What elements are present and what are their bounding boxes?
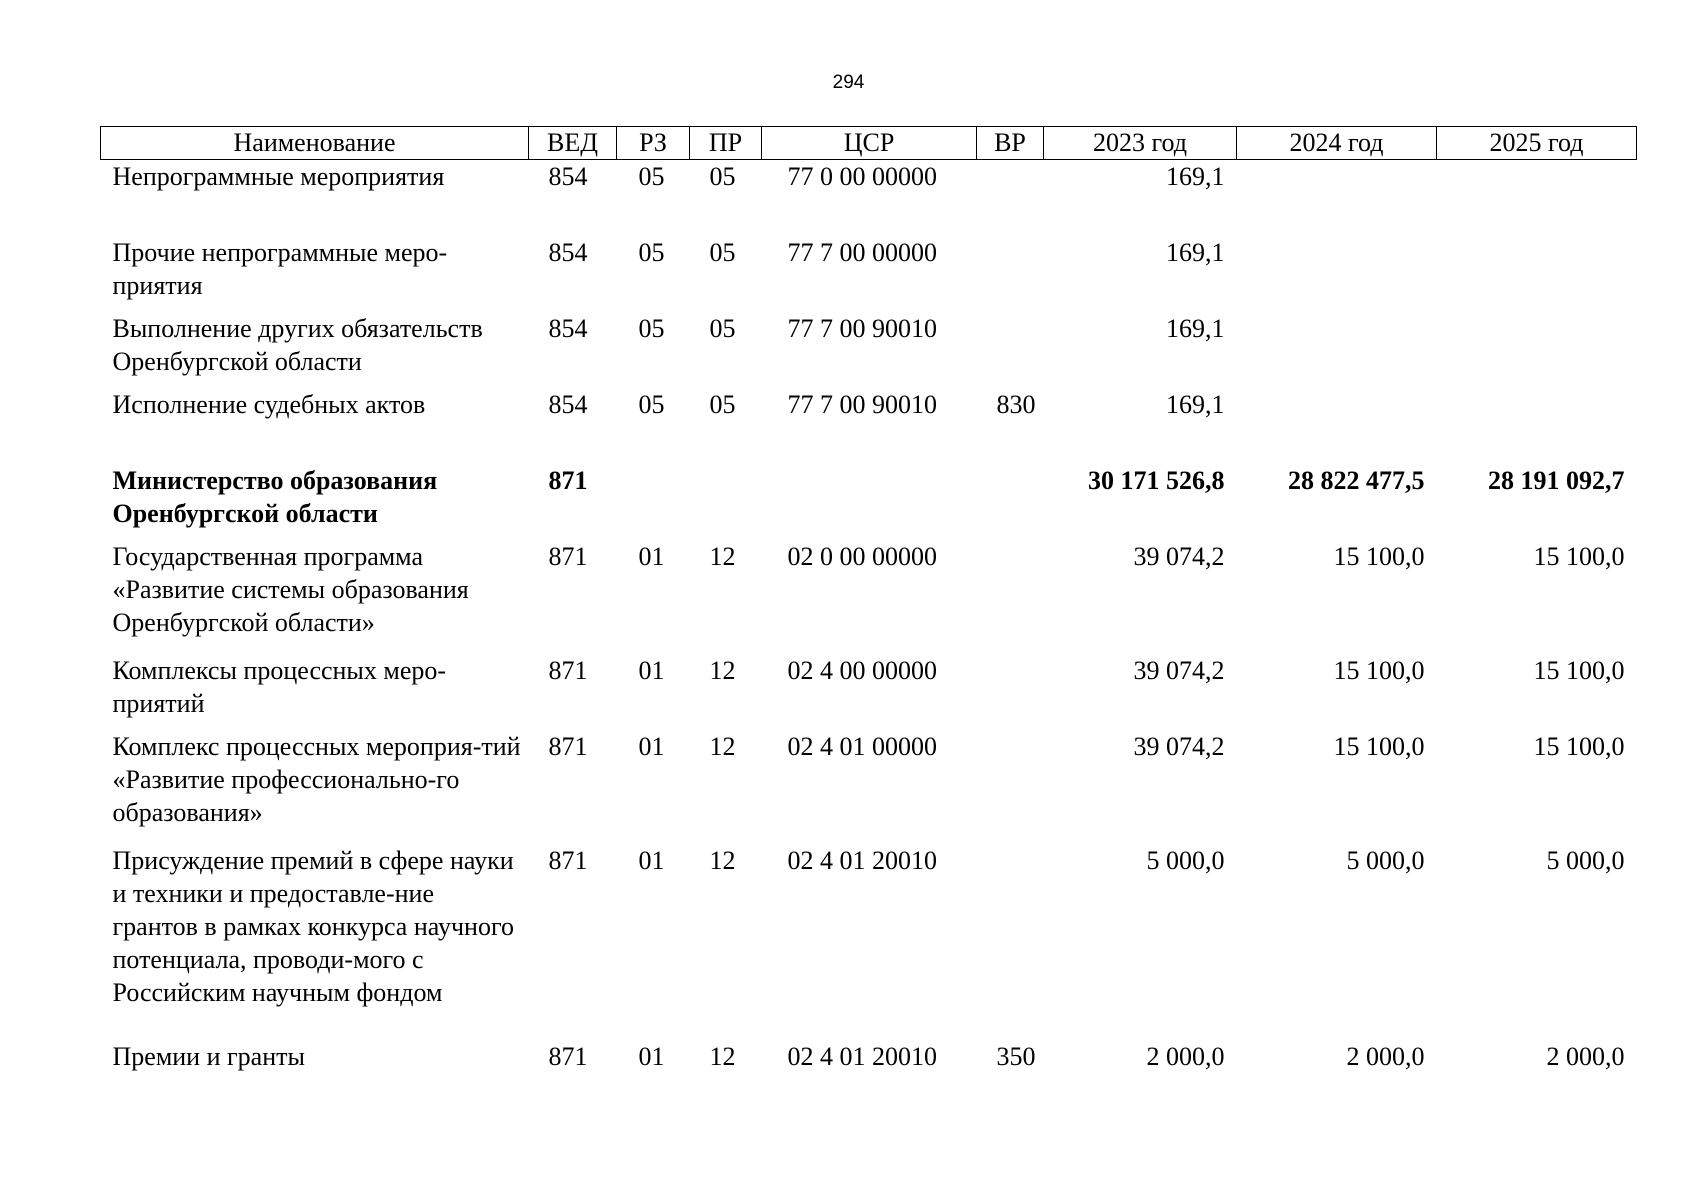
- cell-vr: 830: [996, 390, 1036, 419]
- table-row: [101, 654, 1637, 730]
- cell-csr: 77 7 00 90010: [787, 314, 937, 343]
- cell-2023: 39 074,2: [1133, 542, 1225, 571]
- cell-vr: [977, 540, 1044, 654]
- cell-pr: 12: [709, 846, 736, 875]
- table-row: [101, 312, 1637, 388]
- header-csr: ЦСР: [762, 127, 977, 160]
- table-row: [101, 236, 1637, 312]
- cell-vr: 350: [996, 1042, 1036, 1071]
- cell-ved: 871: [548, 846, 588, 875]
- cell-2023: 30 171 526,8: [1088, 466, 1225, 495]
- header-name: Наименование: [101, 127, 529, 160]
- header-vr: ВР: [977, 127, 1044, 160]
- cell-csr: 02 4 00 00000: [787, 656, 937, 685]
- cell-vr: [977, 654, 1044, 730]
- cell-rz: 01: [638, 1042, 665, 1071]
- cell-csr: 77 0 00 00000: [787, 162, 937, 191]
- cell-pr: 12: [709, 732, 736, 761]
- cell-2023: 169,1: [1166, 390, 1225, 419]
- cell-rz: [617, 464, 690, 540]
- cell-pr: 12: [709, 1042, 736, 1071]
- cell-2025: 28 191 092,7: [1488, 466, 1625, 495]
- cell-pr: 05: [709, 238, 736, 267]
- cell-2023: 2 000,0: [1146, 1042, 1225, 1071]
- header-2023: 2023 год: [1044, 127, 1237, 160]
- header-rz: РЗ: [617, 127, 690, 160]
- table-row: [101, 1040, 1637, 1080]
- cell-name: Министерство образования Оренбургской области: [112, 466, 438, 528]
- cell-vr: [977, 844, 1044, 1040]
- cell-name: Исполнение судебных актов: [112, 390, 426, 419]
- cell-2023: 169,1: [1166, 314, 1225, 343]
- cell-2024: [1237, 312, 1437, 388]
- cell-2025: 5 000,0: [1546, 846, 1625, 875]
- cell-ved: 854: [548, 314, 588, 343]
- cell-2023: 39 074,2: [1133, 732, 1225, 761]
- cell-2025: [1437, 160, 1637, 237]
- cell-ved: 871: [548, 542, 588, 571]
- cell-ved: 871: [548, 466, 588, 495]
- cell-ved: 871: [548, 1042, 588, 1071]
- table-header-row: [101, 127, 1637, 160]
- table-row: [101, 730, 1637, 844]
- cell-2025: [1437, 388, 1637, 464]
- cell-2024: 15 100,0: [1333, 732, 1425, 761]
- cell-vr: [977, 730, 1044, 844]
- cell-csr: 02 4 01 20010: [787, 846, 937, 875]
- cell-ved: 871: [548, 656, 588, 685]
- cell-csr: 02 4 01 00000: [787, 732, 937, 761]
- cell-2024: 2 000,0: [1346, 1042, 1425, 1071]
- cell-rz: 05: [638, 238, 665, 267]
- cell-pr: 05: [709, 314, 736, 343]
- cell-name: Государственная программа «Развитие системы образования Оренбургской области»: [112, 542, 469, 637]
- cell-rz: 05: [638, 314, 665, 343]
- cell-vr: [977, 160, 1044, 237]
- cell-vr: [977, 464, 1044, 540]
- cell-rz: 01: [638, 732, 665, 761]
- cell-2023: 39 074,2: [1133, 656, 1225, 685]
- cell-2024: [1237, 236, 1437, 312]
- cell-vr: [977, 236, 1044, 312]
- cell-name: Присуждение премий в сфере науки и техники и предоставле-ние грантов в рамках конкурса научного потенциала, проводи-мого с Российским научным фондом: [112, 846, 514, 1007]
- cell-2024: 15 100,0: [1333, 656, 1425, 685]
- cell-2025: 15 100,0: [1533, 656, 1625, 685]
- page-number: 294: [832, 72, 865, 93]
- cell-2025: 15 100,0: [1533, 542, 1625, 571]
- cell-rz: 05: [638, 162, 665, 191]
- cell-2024: 5 000,0: [1346, 846, 1425, 875]
- header-pr: ПР: [690, 127, 762, 160]
- cell-pr: 05: [709, 162, 736, 191]
- cell-pr: 12: [709, 656, 736, 685]
- cell-name: Премии и гранты: [112, 1042, 305, 1071]
- budget-table: [100, 126, 1637, 1080]
- cell-2025: 15 100,0: [1533, 732, 1625, 761]
- cell-name: Непрограммные мероприятия: [112, 162, 445, 191]
- cell-rz: 01: [638, 656, 665, 685]
- cell-csr: [762, 464, 977, 540]
- cell-2025: 2 000,0: [1546, 1042, 1625, 1071]
- cell-name: Комплекс процессных мероприя-тий «Развитие профессионально-го образования»: [112, 732, 521, 827]
- table-row: [101, 388, 1637, 464]
- table-row: [101, 540, 1637, 654]
- cell-csr: 77 7 00 90010: [787, 390, 937, 419]
- cell-2024: [1237, 160, 1437, 237]
- cell-2024: [1237, 388, 1437, 464]
- cell-2025: [1437, 236, 1637, 312]
- cell-2023: 169,1: [1166, 238, 1225, 267]
- cell-name: Комплексы процессных меро-приятий: [112, 656, 447, 718]
- cell-2024: 28 822 477,5: [1288, 466, 1425, 495]
- cell-pr: 05: [709, 390, 736, 419]
- table-row: [101, 844, 1637, 1040]
- cell-ved: 854: [548, 162, 588, 191]
- cell-name: Прочие непрограммные меро-приятия: [112, 238, 448, 300]
- cell-ved: 871: [548, 732, 588, 761]
- cell-pr: [690, 464, 762, 540]
- cell-csr: 77 7 00 00000: [787, 238, 937, 267]
- cell-name: Выполнение других обязательств Оренбургской области: [112, 314, 483, 376]
- header-ved: ВЕД: [529, 127, 617, 160]
- cell-2025: [1437, 312, 1637, 388]
- cell-rz: 01: [638, 542, 665, 571]
- cell-2024: 15 100,0: [1333, 542, 1425, 571]
- cell-rz: 05: [638, 390, 665, 419]
- table-row: [101, 160, 1637, 237]
- cell-pr: 12: [709, 542, 736, 571]
- cell-2023: 169,1: [1166, 162, 1225, 191]
- cell-vr: [977, 312, 1044, 388]
- cell-rz: 01: [638, 846, 665, 875]
- cell-ved: 854: [548, 390, 588, 419]
- header-2025: 2025 год: [1437, 127, 1637, 160]
- table-row-ministry-total: [101, 464, 1637, 540]
- cell-csr: 02 0 00 00000: [787, 542, 937, 571]
- cell-2023: 5 000,0: [1146, 846, 1225, 875]
- cell-csr: 02 4 01 20010: [787, 1042, 937, 1071]
- header-2024: 2024 год: [1237, 127, 1437, 160]
- cell-ved: 854: [548, 238, 588, 267]
